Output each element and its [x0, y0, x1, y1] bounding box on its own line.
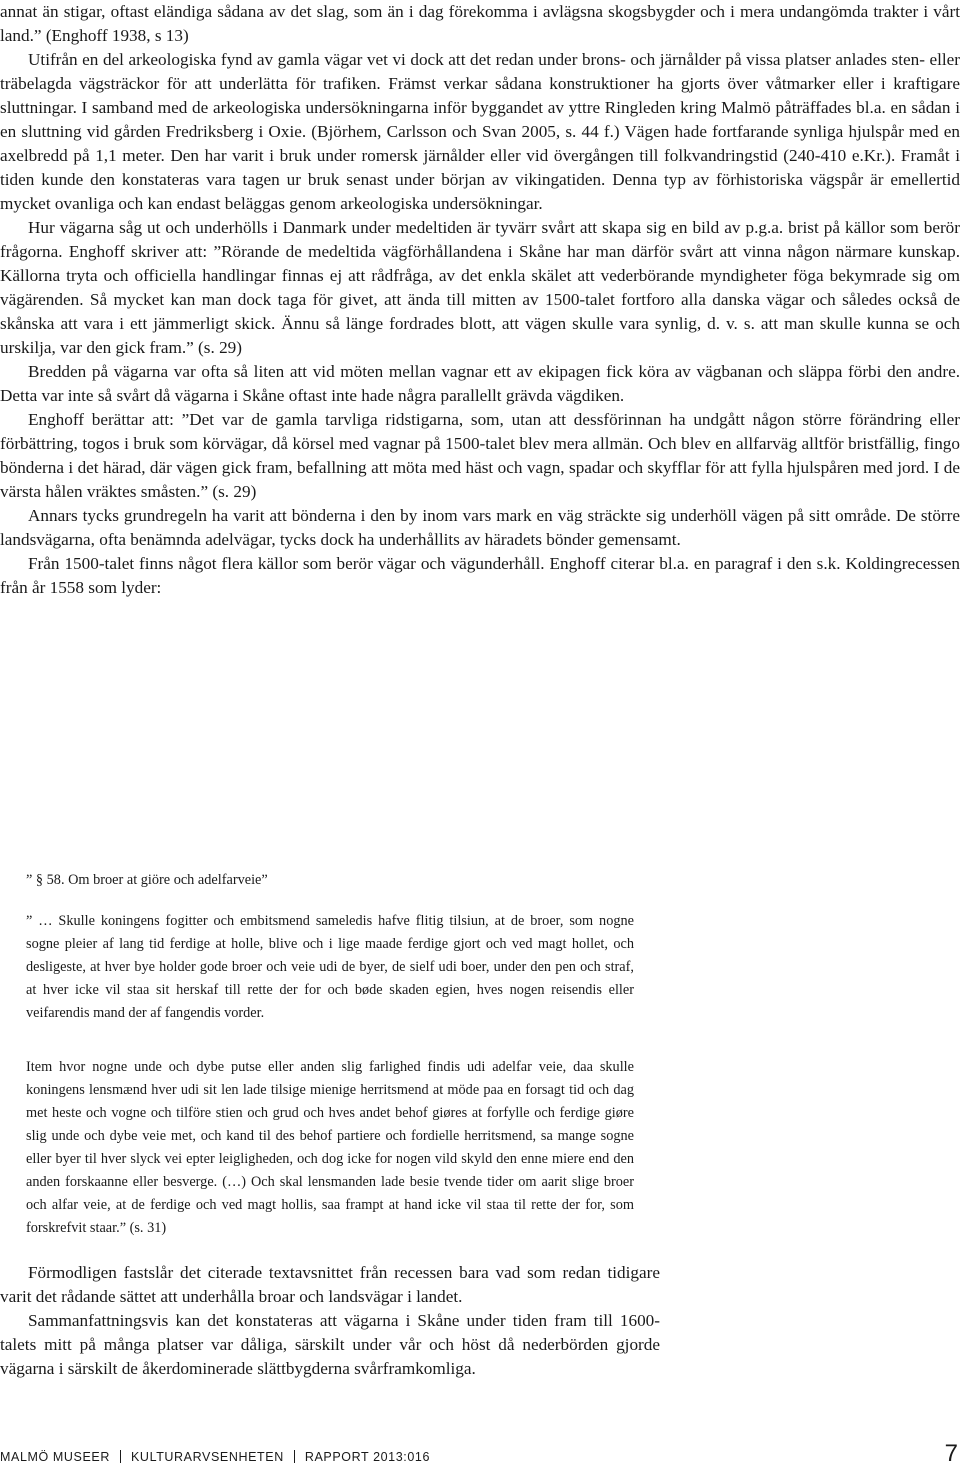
- footer-dept: KULTURARVSENHETEN: [131, 1450, 284, 1464]
- main-body-text: [0, 0, 960, 600]
- intro-paragraph-5: Enghoff berättar att: ”Det var de gamla tarvliga ridstigarna, som, utan att dessförinnan ha undgått någon större förändring eller förbättring, togos i bruk som körvägar, då körsel med vagnar på 1500-talet blev mera allmän. Och blev en allfarväg alltför bristfällig, fingo bönderna i det härad, där vägen gick fram, befallning att möta med häst och vagn, spadar och skyfflar för att fylla hjulspåren med jord. I de värsta hålen vräktes småsten.” (s. 29): [0, 410, 960, 501]
- footer-report: RAPPORT 2013:016: [304, 1450, 431, 1464]
- quote-block-2: [26, 1056, 634, 1240]
- intro-paragraph-6: Annars tycks grundregeln ha varit att bönderna i den by inom vars mark en väg sträckte sig underhöll vägen på sitt område. De större landsvägarna, ofta benämnda adelvägar, tycks dock ha underhållits av häradets bönder gemensamt.: [0, 506, 960, 549]
- footer-divider: [120, 1450, 121, 1463]
- intro-paragraph-3: Hur vägarna såg ut och underhölls i Danmark under medeltiden är tyvärr svårt att skapa sig en bild av p.g.a. brist på källor som berör frågorna. Enghoff skriver att: ”Rörande de medeltida vägförhållandena i Skåne har man därför svårt att vinna någon närmare kunskap. Källorna tryta och officiella handlingar finnas ej att rådfråga, av det enkla skälet att vederbörande myndigheter föga bekymrade sig om vägärenden. Så mycket kan man dock taga för givet, att ända till mitten av 1500-talet fortforo alla danska vägar och således också de skånska att vara i ett jämmerligt skick. Ännu så länge fordrades blott, att vägen skulle vara synlig, d. v. s. att man skulle kunna se och urskilja, var den gick fram.” (s. 29): [0, 218, 960, 357]
- quote-paragraph-1: ” … Skulle koningens fogitter och embitsmend sameledis hafve flitig tilsiun, at de broer, som nogne sogne pleier af lang tid ferdige at holle, blive och i lige maade ferdige gjort och ved magt hollet, och desligeste, at hver bye holder gode broer och veie udi de byer, de sielf udi boer, under den pen och straf, at hver icke vil staa sit herskaf till rette der for och bøde skaden egien, hves nogen reisendis eller veifarendis mand der af fangendis vorder.: [26, 913, 634, 1021]
- quote-heading: ” § 58. Om broer at giöre och adelfarveie”: [26, 872, 268, 888]
- page-number: 7: [944, 1440, 958, 1467]
- closing-paragraph-2: Sammanfattningsvis kan det konstateras att vägarna i Skåne under tiden fram till 1600-talets mitt på många platser var dåliga, särskilt under vår och höst då nederbörden gjorde vägarna i särskilt de åkerdominerade slättbygderna svårframkomliga.: [0, 1311, 660, 1378]
- footer-divider: [294, 1450, 295, 1463]
- quote-block-1: [26, 910, 634, 1025]
- intro-paragraph-7: Från 1500-talet finns något flera källor som berör vägar och vägunderhåll. Enghoff citerar bl.a. en paragraf i den s.k. Koldingrecessen från år 1558 som lyder:: [0, 554, 960, 597]
- intro-paragraph-4: Bredden på vägarna var ofta så liten att vid möten mellan vagnar ett av ekipagen fick köra av vägbanan och släppa förbi den andre. Detta var inte så svårt då vägarna i Skåne oftast inte hade några parallellt grävda vägdiken.: [0, 362, 960, 405]
- page-footer: [0, 1440, 960, 1468]
- quote-paragraph-2: Item hvor nogne unde och dybe putse eller anden slig farlighed findis udi adelfar veie, daa skulle koningens lensmænd hver udi sit len lade tilsige mienige herritsmend at möde paa en forsagt tid och dag met heste och vogne och tilföre stien och grud och hves andet behof giøres at forfylle och ferdige giøre slig unde och dybe veie met, och kand til des behof partiere och fordielle herritsmend, sa mange sogne eller byer til hver slyck vei epter leigligheden, och dog icke for nogen vild skyld den enne miere end den anden forskaanne eller besverge. (…) Och skal lensmanden lade besie tvende tider om aarit slige broer och alfar veie, at de ferdige och ved magt hollis, saa frampt at hand icke vil staa til rette der for, som forskrefvit staar.” (s. 31): [26, 1059, 634, 1236]
- intro-paragraph-1: annat än stigar, oftast eländiga sådana av det slag, som än i dag förekomma i avlägsna skogsbygder och i mera undangömda trakter i vårt land.” (Enghoff 1938, s 13): [0, 2, 960, 45]
- footer-org: MALMÖ MUSEER: [0, 1450, 110, 1464]
- closing-paragraph-1: Förmodligen fastslår det citerade textavsnittet från recessen bara vad som redan tidigare varit det rådande sättet att underhålla broar och landsvägar i landet.: [0, 1263, 660, 1306]
- footer-left: [0, 1450, 430, 1464]
- closing-text: [0, 1261, 660, 1381]
- intro-paragraph-2: Utifrån en del arkeologiska fynd av gamla vägar vet vi dock att det redan under brons- och järnålder på vissa platser anlades sten- eller träbelagda vägsträckor för att underlätta för trafiken. Främst verkar sådana konstruktioner ha gjorts över våtmarker eller i kraftigare sluttningar. I samband med de arkeologiska undersökningarna inför byggandet av yttre Ringleden kring Malmö påträffades bl.a. en sådan i en sluttning vid gården Fredriksberg i Oxie. (Björhem, Carlsson och Svan 2005, s. 44 f.) Vägen hade fortfarande synliga hjulspår med en axelbredd på 1,1 meter. Den har varit i bruk under romersk järnålder eller vid övergången till folkvandringstid (240-410 e.Kr.). Framåt i tiden kunde den konstateras vara tagen ur bruk senast under början av vikingatiden. Denna typ av förhistoriska vägspår är emellertid mycket ovanliga och kan endast beläggas genom arkeologiska undersökningar.: [0, 50, 960, 213]
